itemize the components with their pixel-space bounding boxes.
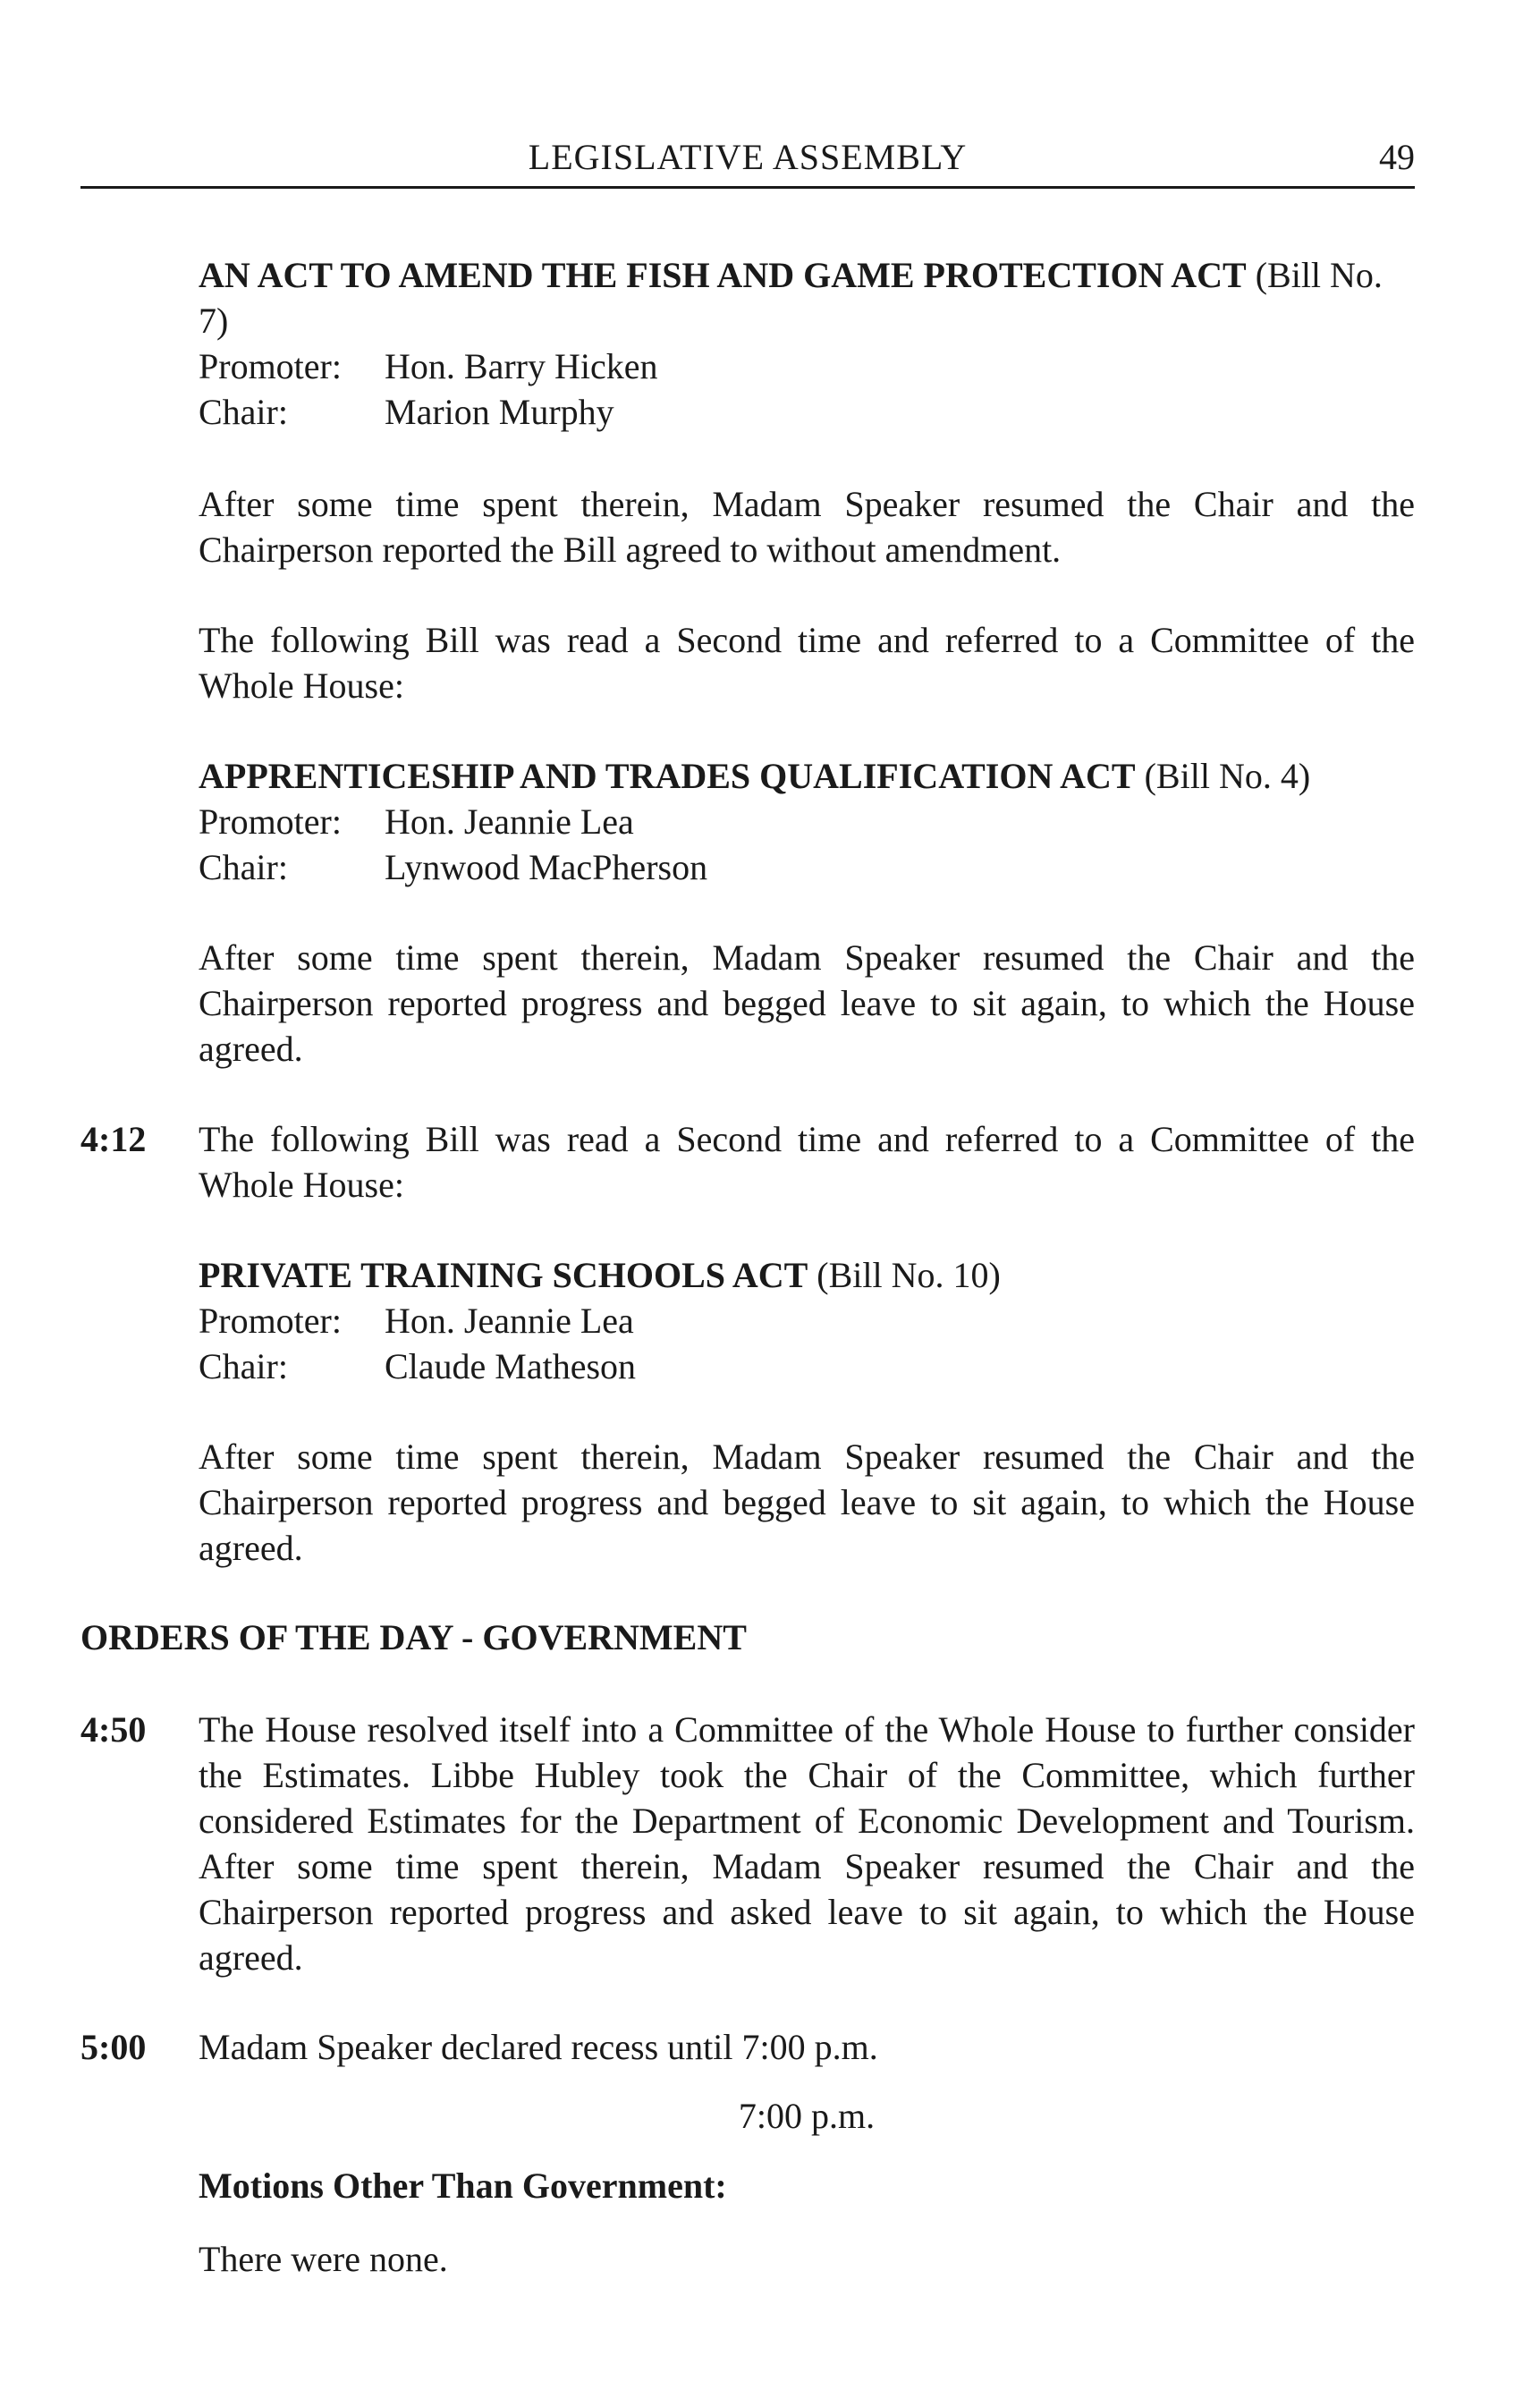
- chair-label: Chair:: [199, 1346, 288, 1386]
- entry-text: Madam Speaker declared recess until 7:00 p.m.: [199, 2027, 878, 2067]
- promoter-name: Hon. Jeannie Lea: [385, 801, 634, 842]
- time-marker: 4:12: [80, 1119, 147, 1159]
- chair-name: Claude Matheson: [385, 1346, 637, 1386]
- bill-title: APPRENTICESHIP AND TRADES QUALIFICATION ACT: [199, 756, 1136, 796]
- time-marker: 5:00: [80, 2027, 147, 2067]
- promoter-name: Hon. Barry Hicken: [385, 346, 658, 386]
- chair-name: Marion Murphy: [385, 392, 614, 432]
- bill-number: (Bill No. 7): [199, 255, 1383, 341]
- bill-heading: [199, 252, 1415, 343]
- bill-heading: [199, 1252, 1415, 1298]
- promoter-label: Promoter:: [199, 1301, 342, 1341]
- entry-text: The House resolved itself into a Committee of the Whole House to further consider the Estimates. Libbe Hubley took the Chair of the Committee, which further considered Estimates for the Department of Economic Development and Tourism. After some time spent therein, Madam Speaker resumed the Chair and the Chairperson reported progress and asked leave to sit again, to which the House agreed.: [199, 1709, 1415, 1978]
- motions-text: There were none.: [199, 2239, 448, 2279]
- chair-row: [199, 389, 1415, 435]
- bill-number: (Bill No. 10): [817, 1255, 1001, 1295]
- page-number: 49: [1379, 137, 1415, 177]
- promoter-label: Promoter:: [199, 346, 342, 386]
- evening-time: 7:00 p.m.: [738, 2096, 876, 2136]
- promoter-name: Hon. Jeannie Lea: [385, 1301, 634, 1341]
- motions-heading: Motions Other Than Government:: [199, 2165, 727, 2206]
- promoter-row: [199, 799, 1415, 844]
- chair-row: [199, 1343, 1415, 1389]
- promoter-row: [199, 343, 1415, 389]
- header-title: LEGISLATIVE ASSEMBLY: [528, 137, 968, 177]
- section-heading: ORDERS OF THE DAY - GOVERNMENT: [80, 1617, 747, 1657]
- chair-label: Chair:: [199, 847, 288, 887]
- chair-label: Chair:: [199, 392, 288, 432]
- entry-text: The following Bill was read a Second time and referred to a Committee of the Whole House:: [199, 1119, 1415, 1205]
- chair-row: [199, 844, 1415, 890]
- time-marker: 4:50: [80, 1709, 147, 1750]
- bill-title: AN ACT TO AMEND THE FISH AND GAME PROTECTION ACT: [199, 255, 1247, 295]
- bill-entry-1: [199, 252, 1415, 435]
- bill-title: PRIVATE TRAINING SCHOOLS ACT: [199, 1255, 808, 1295]
- promoter-label: Promoter:: [199, 801, 342, 842]
- chair-name: Lynwood MacPherson: [385, 847, 708, 887]
- promoter-row: [199, 1298, 1415, 1343]
- bill-result-3: After some time spent therein, Madam Speaker resumed the Chair and the Chairperson reported progress and begged leave to sit again, to which the House agreed.: [199, 1437, 1415, 1568]
- bill-number: (Bill No. 4): [1144, 756, 1311, 796]
- second-reading-intro: The following Bill was read a Second time and referred to a Committee of the Whole House:: [199, 620, 1415, 706]
- page-header: [80, 134, 1415, 189]
- bill-heading: [199, 753, 1415, 799]
- bill-entry-3: [199, 1252, 1415, 1389]
- bill-result-1: After some time spent therein, Madam Speaker resumed the Chair and the Chairperson reported the Bill agreed to without amendment.: [199, 484, 1415, 570]
- bill-result-2: After some time spent therein, Madam Speaker resumed the Chair and the Chairperson reported progress and begged leave to sit again, to which the House agreed.: [199, 937, 1415, 1069]
- bill-entry-2: [199, 753, 1415, 890]
